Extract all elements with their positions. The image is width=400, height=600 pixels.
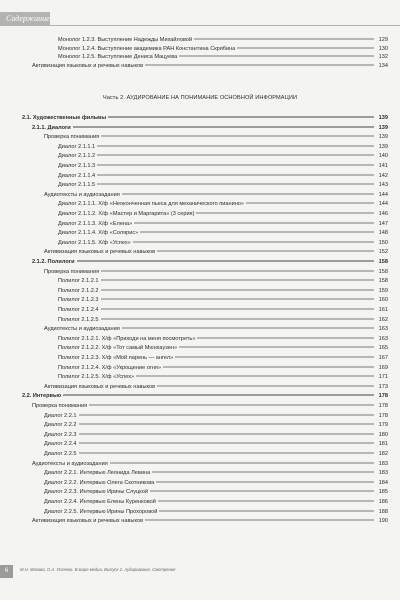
toc-entry bbox=[44, 268, 388, 276]
toc-entry-page: 134 bbox=[378, 62, 388, 69]
toc-entry-page: 182 bbox=[378, 451, 388, 457]
toc-entry-page: 186 bbox=[378, 499, 388, 505]
header-rule bbox=[50, 25, 400, 26]
toc-entry-title: Диалог 2.2.1 bbox=[44, 412, 77, 419]
toc-leader-line bbox=[145, 64, 374, 65]
toc-entry-page: 144 bbox=[378, 191, 388, 198]
toc-leader-line bbox=[79, 433, 375, 434]
toc-entry-page: 161 bbox=[378, 307, 388, 313]
toc-entry-title: Диалог 2.2.1. Интервью Леонида Левина bbox=[44, 470, 151, 477]
toc-leader-line bbox=[158, 501, 374, 502]
toc-leader-line bbox=[157, 385, 374, 386]
toc-entry-title: Полилог 2.1.2.3. Х/ф «Мой парень — ангел» bbox=[58, 355, 174, 361]
toc-entry-title: 2.1.1. Диалоги bbox=[32, 124, 71, 131]
toc-entry bbox=[44, 325, 388, 333]
toc-entry-page: 140 bbox=[378, 153, 388, 160]
toc-entry-title: Проверка понимания bbox=[44, 268, 100, 275]
toc-entry-title: Полилог 2.1.2.1 bbox=[58, 278, 99, 285]
toc-entry bbox=[58, 143, 388, 151]
toc-leader-line bbox=[97, 184, 374, 185]
toc-entry-title: Проверка понимания bbox=[44, 134, 100, 141]
toc-leader-line bbox=[179, 347, 374, 348]
toc-entry bbox=[22, 392, 388, 400]
toc-leader-line bbox=[101, 289, 374, 290]
toc-leader-line bbox=[133, 241, 374, 242]
toc-leader-line bbox=[134, 222, 374, 223]
toc-entry bbox=[44, 450, 388, 458]
toc-entry bbox=[44, 421, 388, 429]
toc-leader-line bbox=[163, 366, 374, 367]
toc-entry-page: 143 bbox=[378, 182, 388, 189]
toc-entry-page: 162 bbox=[378, 316, 388, 323]
toc-entry bbox=[58, 296, 388, 304]
toc-entry-title: Монолог 1.2.3. Выступление Надежды Михайловой bbox=[58, 37, 193, 43]
toc-entry-page: 144 bbox=[378, 201, 388, 208]
toc-leader-line bbox=[194, 39, 374, 40]
toc-entry-page: 171 bbox=[378, 374, 388, 381]
toc-leader-line bbox=[140, 232, 374, 233]
toc-entry-title: Диалог 2.2.4. Интервью Елены Куренковой bbox=[44, 499, 156, 505]
toc-entry bbox=[22, 114, 388, 122]
toc-entry-title: Диалог 2.2.4 bbox=[44, 441, 77, 448]
toc-leader-line bbox=[110, 462, 374, 463]
toc-entry-page: 179 bbox=[378, 422, 388, 429]
toc-leader-line bbox=[79, 424, 375, 425]
toc-leader-line bbox=[159, 510, 374, 511]
toc-entry-title: Аудиотексты и аудиозадания bbox=[32, 460, 108, 467]
toc-entry bbox=[32, 517, 388, 525]
toc-leader-line bbox=[145, 520, 374, 521]
toc-entry-title: Монолог 1.2.5. Выступление Дениса Мацуева bbox=[58, 54, 178, 61]
toc-leader-line bbox=[63, 395, 374, 396]
toc-entry-title: Полилог 2.1.2.5. Х/ф «Успех» bbox=[58, 374, 135, 381]
toc-entry-title: Активизация языковых и речевых навыков bbox=[44, 383, 156, 390]
toc-entry bbox=[44, 508, 388, 516]
toc-entry-title: Диалог 2.2.3 bbox=[44, 431, 77, 438]
toc-entry-title: Полилог 2.1.2.2 bbox=[58, 287, 99, 294]
toc-entry bbox=[58, 36, 388, 44]
toc-entry-title: Диалог 2.1.1.5. Х/ф «Успех» bbox=[58, 239, 131, 246]
toc-entry-title: Диалог 2.2.3. Интервью Ирины Слуцкой bbox=[44, 489, 149, 496]
toc-entry-page: 169 bbox=[378, 364, 388, 371]
toc-entry-title: Полилог 2.1.2.5 bbox=[58, 316, 99, 323]
toc-entry-page: 180 bbox=[378, 431, 388, 438]
toc-entry-page: 148 bbox=[378, 230, 388, 237]
toc-entry-title: Диалог 2.2.5. Интервью Ирины Прохоровой bbox=[44, 508, 158, 515]
toc-entry bbox=[58, 306, 388, 314]
toc-leader-line bbox=[175, 357, 374, 358]
toc-entry-page: 150 bbox=[378, 239, 388, 246]
toc-entry bbox=[58, 200, 388, 208]
toc-entry bbox=[32, 460, 388, 468]
toc-leader-line bbox=[150, 491, 374, 492]
section-label: Содержание bbox=[0, 12, 50, 26]
toc-entry-title: Проверка понимания bbox=[32, 403, 88, 409]
toc-entry-title: 2.2. Интервью bbox=[22, 393, 62, 400]
toc-entry-title: 2.1. Художественные фильмы bbox=[22, 115, 107, 121]
toc-entry-page: 183 bbox=[378, 460, 388, 467]
toc-entry-page: 163 bbox=[378, 326, 388, 333]
toc-entry-page: 183 bbox=[378, 470, 388, 477]
toc-entry bbox=[58, 152, 388, 160]
toc-entry bbox=[32, 258, 388, 266]
toc-leader-line bbox=[152, 472, 374, 473]
toc-entry-page: 141 bbox=[378, 163, 388, 169]
toc-leader-line bbox=[97, 174, 374, 175]
toc-entry bbox=[32, 124, 388, 132]
toc-entry-page: 173 bbox=[378, 383, 388, 390]
toc-entry bbox=[44, 431, 388, 439]
toc-entry-page: 167 bbox=[378, 355, 388, 361]
toc-entry-title: Диалог 2.2.5 bbox=[44, 451, 77, 457]
toc-leader-line bbox=[101, 318, 374, 319]
toc-entry bbox=[58, 364, 388, 372]
toc-leader-line bbox=[136, 376, 374, 377]
toc-leader-line bbox=[89, 405, 374, 406]
toc-leader-line bbox=[79, 414, 375, 415]
toc-entry-page: 178 bbox=[378, 393, 388, 400]
toc-entry bbox=[32, 402, 388, 410]
toc-leader-line bbox=[101, 299, 374, 300]
toc-entry-page: 158 bbox=[378, 278, 388, 285]
toc-entry bbox=[58, 277, 388, 285]
toc-entry bbox=[44, 469, 388, 477]
toc-entry bbox=[44, 479, 388, 487]
toc-entry bbox=[58, 344, 388, 352]
toc-entry-page: 165 bbox=[378, 345, 388, 352]
toc-leader-line bbox=[101, 270, 374, 271]
toc-entry-page: 160 bbox=[378, 297, 388, 304]
toc-entry bbox=[58, 162, 388, 170]
toc-entry-title: Полилог 2.1.2.3 bbox=[58, 297, 99, 304]
toc-entry-page: 139 bbox=[378, 134, 388, 141]
toc-entry-title: Аудиотексты и аудиозадания bbox=[44, 191, 120, 198]
toc-entry-title: Диалог 2.1.1.3. Х/ф «Елена» bbox=[58, 220, 133, 227]
toc-entry bbox=[58, 287, 388, 295]
toc-entry bbox=[58, 172, 388, 180]
toc-entry-title: Диалог 2.1.1.5 bbox=[58, 182, 96, 189]
toc-leader-line bbox=[73, 126, 374, 127]
toc-entry bbox=[32, 62, 388, 70]
toc-leader-line bbox=[156, 481, 374, 482]
toc-entry bbox=[44, 488, 388, 496]
toc-entry bbox=[44, 383, 388, 391]
toc-leader-line bbox=[101, 309, 374, 310]
toc-entry-page: 158 bbox=[378, 268, 388, 275]
toc-entry-page: 129 bbox=[378, 37, 388, 43]
toc-entry bbox=[44, 191, 388, 199]
toc-leader-line bbox=[79, 443, 375, 444]
toc-entry-title: Полилог 2.1.2.4 bbox=[58, 307, 99, 313]
toc-leader-line bbox=[97, 145, 374, 146]
toc-entry-page: 158 bbox=[378, 259, 388, 265]
toc-leader-line bbox=[122, 328, 374, 329]
toc-entry bbox=[44, 412, 388, 420]
toc-leader-line bbox=[97, 155, 374, 156]
toc-leader-line bbox=[101, 136, 374, 137]
toc-leader-line bbox=[196, 213, 374, 214]
toc-entry-title: Активизация языковых и речевых навыков bbox=[32, 518, 144, 525]
toc-entry-page: 184 bbox=[378, 479, 388, 486]
toc-leader-line bbox=[79, 453, 375, 454]
toc-entry bbox=[58, 335, 388, 343]
toc-entry bbox=[44, 498, 388, 506]
toc-entry-page: 139 bbox=[378, 115, 388, 121]
toc-entry-title: Аудиотексты и аудиозадания bbox=[44, 326, 120, 333]
toc-leader-line bbox=[246, 203, 374, 204]
toc-leader-line bbox=[97, 165, 374, 166]
toc-entry-title: Монолог 1.2.4. Выступление академика РАН Константина Скрябина bbox=[58, 45, 236, 52]
toc-entry-page: 178 bbox=[378, 403, 388, 409]
toc-entry-title: Диалог 2.2.2. Интервью Олега Скотникова bbox=[44, 479, 155, 486]
toc-entry-page: 185 bbox=[378, 489, 388, 496]
toc-entry bbox=[58, 229, 388, 237]
toc-entry-title: Диалог 2.1.1.1 bbox=[58, 143, 96, 150]
toc-entry-title: Активизация языковых и речевых навыков bbox=[32, 62, 144, 69]
toc-entry bbox=[44, 133, 388, 141]
toc-leader-line bbox=[197, 337, 374, 338]
toc-entry-page: 190 bbox=[378, 518, 388, 525]
toc-entry-page: 159 bbox=[378, 287, 388, 294]
toc-entry bbox=[58, 316, 388, 324]
page-header bbox=[0, 0, 400, 30]
toc-leader-line bbox=[179, 56, 374, 57]
toc-entry-page: 139 bbox=[378, 124, 388, 131]
toc-leader-line bbox=[77, 261, 374, 262]
toc-entry bbox=[58, 45, 388, 53]
part-title: Часть 2. АУДИРОВАНИЕ НА ПОНИМАНИЕ ОСНОВНОЙ ИНФОРМАЦИИ bbox=[102, 95, 298, 101]
toc-leader-line bbox=[101, 280, 374, 281]
toc-entry bbox=[58, 239, 388, 247]
toc-entry-page: 130 bbox=[378, 45, 388, 52]
toc-entry-title: Полилог 2.1.2.2. Х/ф «Тот самый Мюнхаузен» bbox=[58, 345, 178, 352]
toc-leader-line bbox=[237, 47, 374, 48]
toc-entry-page: 132 bbox=[378, 54, 388, 61]
toc-entry bbox=[58, 181, 388, 189]
toc-entry bbox=[58, 373, 388, 381]
toc-entry-page: 142 bbox=[378, 172, 388, 179]
toc-entry-title: 2.1.2. Полилоги bbox=[32, 259, 75, 265]
toc-entry-title: Диалог 2.1.1.4. Х/ф «Солярис» bbox=[58, 230, 139, 237]
toc-entry bbox=[58, 220, 388, 228]
toc-leader-line bbox=[157, 251, 374, 252]
toc-entry-title: Диалог 2.1.1.2 bbox=[58, 153, 96, 160]
toc-entry-title: Диалог 2.2.2 bbox=[44, 422, 77, 429]
toc-entry-title: Диалог 2.1.1.2. Х/ф «Мастер и Маргарита» (3 серия) bbox=[58, 211, 195, 217]
toc-entry-page: 152 bbox=[378, 249, 388, 256]
toc-entry-title: Полилог 2.1.2.1. Х/ф «Приходи на меня посмотреть» bbox=[58, 335, 196, 342]
toc-entry-page: 163 bbox=[378, 335, 388, 342]
page-number: 6 bbox=[0, 565, 13, 578]
toc-entry bbox=[44, 248, 388, 256]
toc-leader-line bbox=[108, 117, 374, 118]
toc-entry-title: Полилог 2.1.2.4. Х/ф «Укрощение огня» bbox=[58, 364, 162, 371]
toc-entry-page: 181 bbox=[378, 441, 388, 448]
toc-entry-page: 139 bbox=[378, 143, 388, 150]
toc-entry bbox=[58, 53, 388, 61]
footer-citation: М.Н. Макова, О.А. Успенко. В мире медиа. Выпуск 2. Аудирование. Смотрение bbox=[20, 567, 176, 572]
toc-leader-line bbox=[122, 193, 374, 194]
toc-entry-title: Активизация языковых и речевых навыков bbox=[44, 249, 156, 256]
toc-entry-page: 147 bbox=[378, 220, 388, 227]
toc-entry-title: Диалог 2.1.1.1. Х/ф «Неоконченная пьеса для механического пианино» bbox=[58, 201, 245, 208]
toc-entry bbox=[44, 440, 388, 448]
toc-entry-page: 188 bbox=[378, 508, 388, 515]
toc-entry-page: 178 bbox=[378, 412, 388, 419]
toc-entry-title: Диалог 2.1.1.3 bbox=[58, 163, 96, 169]
toc-entry-title: Диалог 2.1.1.4 bbox=[58, 172, 96, 179]
toc-entry bbox=[58, 210, 388, 218]
toc-entry-page: 146 bbox=[378, 211, 388, 217]
toc-entry bbox=[58, 354, 388, 362]
